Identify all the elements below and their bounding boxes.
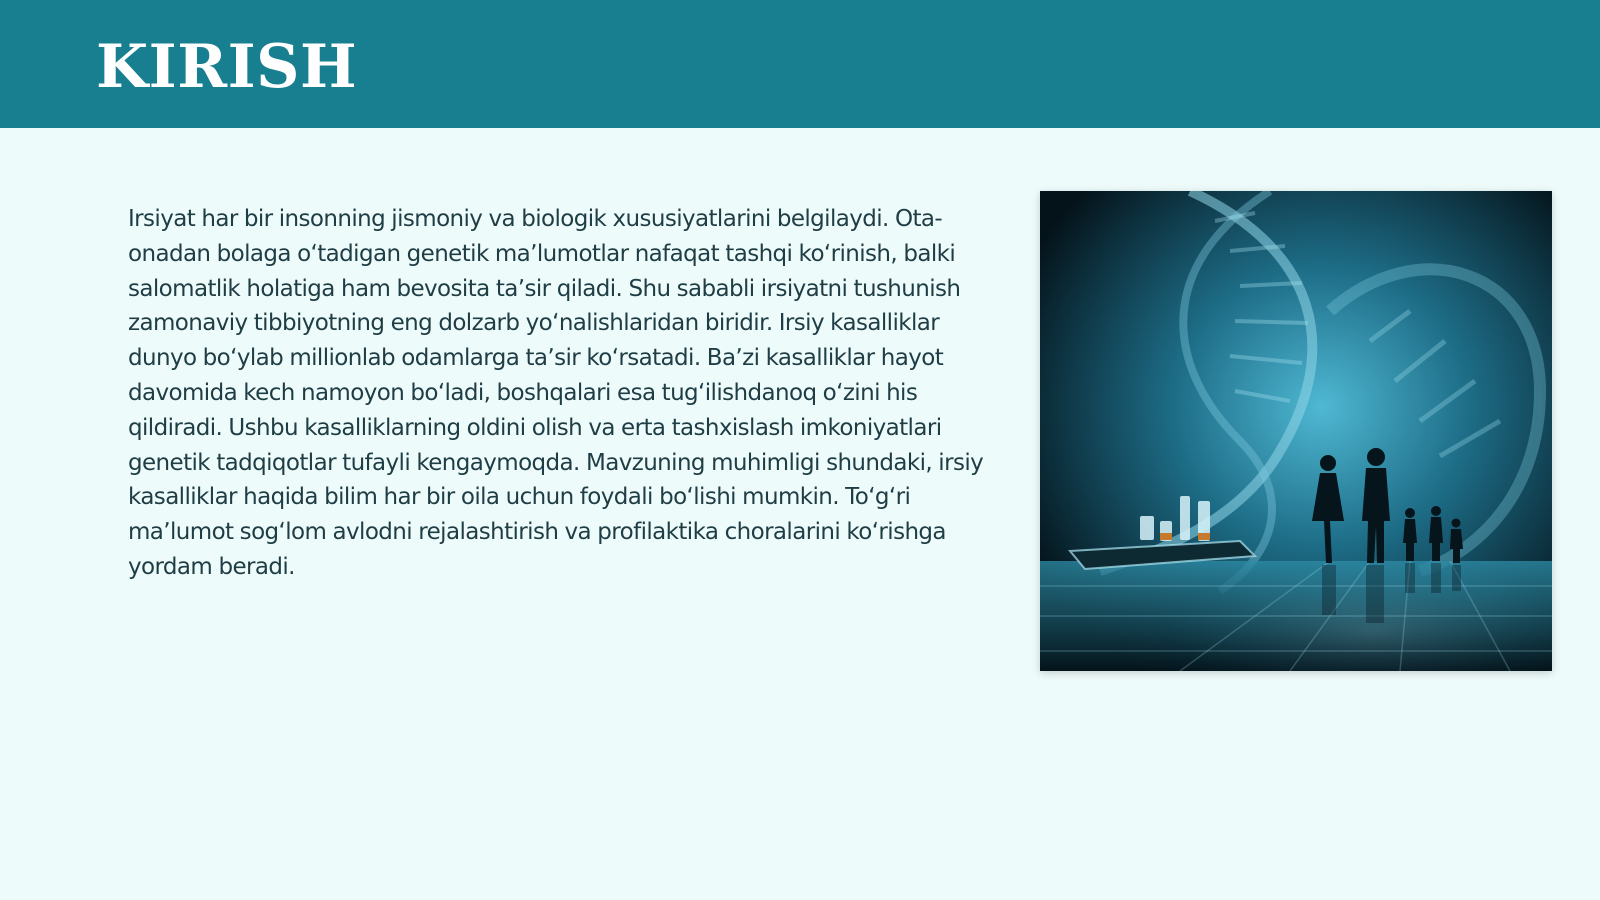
slide-title: KIRISH: [96, 32, 358, 102]
title-bar: [0, 0, 1600, 128]
dna-family-illustration: [1040, 191, 1552, 671]
intro-paragraph: Irsiyat har bir insonning jismoniy va biologik xususiyatlarini belgilaydi. Ota-onadan bolaga oʻtadigan genetik maʼlumotlar nafaqat tashqi koʻrinish, balki salomatlik holatiga ham bevosita taʼsir qiladi. Shu sababli irsiyatni tushunish zamonaviy tibbiyotning eng dolzarb yoʻnalishlaridan biridir. Irsiy kasalliklar dunyo boʻylab millionlab odamlarga taʼsir koʻrsatadi. Baʼzi kasalliklar hayot davomida kech namoyon boʻladi, boshqalari esa tugʻilishdanoq oʻzini his qildiradi. Ushbu kasalliklarning oldini olish va erta tashxislash imkoniyatlari genetik tadqiqotlar tufayli kengaymoqda. Mavzuning muhimligi shundaki, irsiy kasalliklar haqida bilim har bir oila uchun foydali boʻlishi mumkin. Toʻgʻri maʼlumot sogʻlom avlodni rejalashtirish va profilaktika choralarini koʻrishga yordam beradi.: [128, 206, 984, 580]
dna-family-illustration-icon: [1040, 191, 1552, 671]
